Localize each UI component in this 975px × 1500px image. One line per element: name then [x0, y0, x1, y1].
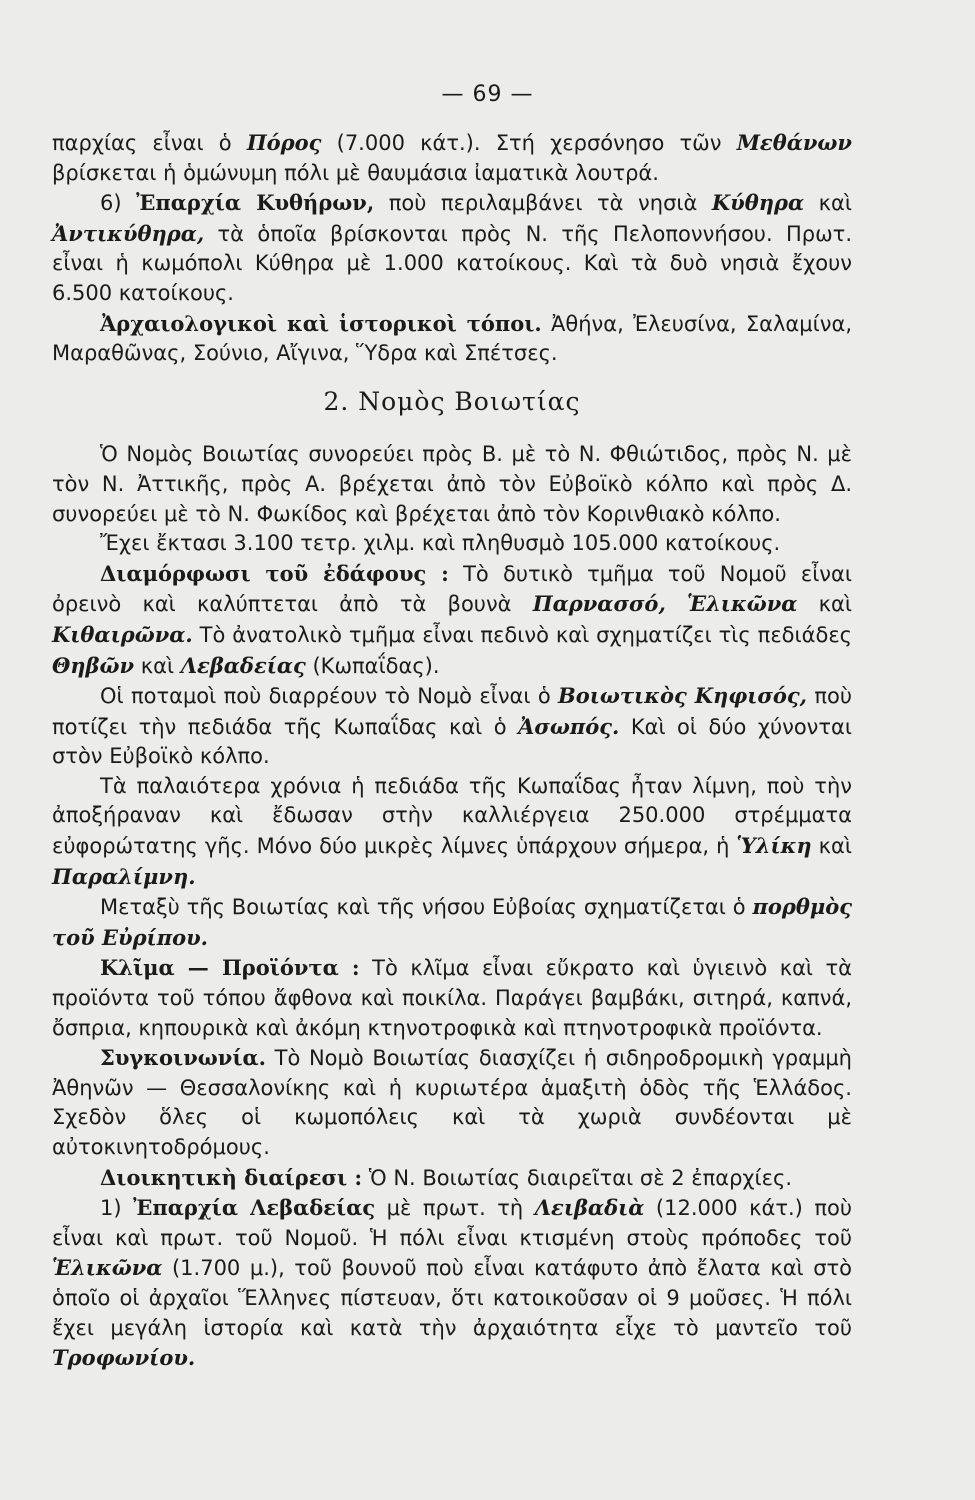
- text-run: Οἱ ποταμοὶ ποὺ διαρρέουν τὸ Νομὸ εἶναι ὁ: [100, 684, 559, 709]
- inline-heading: Συγκοινωνία.: [100, 1045, 266, 1071]
- paragraph-euripus: [52, 892, 852, 953]
- place-name: Παραλίμνη.: [52, 863, 196, 889]
- place-name: Ἀντικύθηρα,: [52, 220, 205, 246]
- text-run: Ἀθήνα, Ἐλευσίνα, Σαλαμίνα, Μαραθῶνας, Σούνιο, Αἴγινα, Ὕδρα καὶ Σπέτσες.: [52, 311, 852, 366]
- text-run: 6): [100, 191, 137, 216]
- paragraph-administration: [52, 1163, 852, 1194]
- text-run: Τὸ Νομὸ Βοιωτίας διασχίζει ἡ σιδηροδρομικὴ γραμμὴ Ἀθηνῶν — Θεσσαλονίκης καὶ ἡ κυριωτέρα ἁμαξιτὴ ὁδὸς τῆς Ἑλλάδος. Σχεδὸν ὅλες οἱ κωμοπόλεις καὶ τὰ χωριὰ συνδέονται μὲ αὐτοκινητοδρόμους.: [52, 1046, 852, 1159]
- section-title: 2. Νομὸς Βοιωτίας: [323, 386, 581, 416]
- paragraph-borders: [52, 440, 852, 529]
- place-name: πορθμὸς τοῦ Εὐρίπου.: [52, 894, 852, 950]
- body-text: [52, 128, 852, 1374]
- place-name: Ὑλίκη: [736, 833, 812, 859]
- text-run: καὶ: [797, 592, 852, 617]
- inline-heading: Κλῖμα — Προϊόντα :: [100, 955, 360, 981]
- paragraph-rivers: [52, 681, 852, 772]
- place-name: Κύθηρα: [711, 190, 805, 216]
- place-name: Ἑλικῶνα: [52, 1255, 163, 1281]
- paragraph-terrain: [52, 559, 852, 681]
- text-run: Μεταξὺ τῆς Βοιωτίας καὶ τῆς νήσου Εὐβοίας σχηματίζεται ὁ: [100, 895, 753, 920]
- text-run: Ὁ Νομὸς Βοιωτίας συνορεύει πρὸς Β. μὲ τὸ Ν. Φθιώτιδος, πρὸς Ν. μὲ τὸν Ν. Ἀττικῆς, πρὸς Α. βρέχεται ἀπὸ τὸν Εὐβοϊκὸ κόλπο καὶ πρὸς Δ. συνορεύει μὲ τὸ Ν. Φωκίδος καὶ βρέχεται ἀπὸ τὸν Κορινθιακὸ κόλπο.: [52, 442, 852, 526]
- text-run: Τὸ δυτικὸ τμῆμα τοῦ Νομοῦ εἶναι ὀρεινὸ καὶ καλύπτεται ἀπὸ τὰ βουνὰ: [52, 561, 852, 617]
- paragraph-poros: [52, 128, 852, 188]
- inline-heading: Διαμόρφωσι τοῦ ἐδάφους :: [100, 560, 449, 586]
- place-name: Πόρος: [246, 130, 322, 155]
- text-run: καὶ: [811, 834, 852, 859]
- text-run: [666, 592, 687, 616]
- text-run: παρχίας εἶναι ὁ: [52, 131, 247, 155]
- inline-heading: Ἀρχαιολογικοὶ καὶ ἱστορικοὶ τόποι.: [100, 310, 542, 336]
- place-name: Τροφωνίου.: [52, 1345, 196, 1371]
- inline-heading: Ἐπαρχία Κυθήρων,: [136, 190, 375, 216]
- place-name: Παρνασσό,: [532, 591, 666, 617]
- place-name: Ἑλικῶνα: [686, 591, 798, 617]
- paragraph-climate: [52, 953, 852, 1043]
- text-run: (7.000 κάτ.). Στή χερσόνησο τῶν: [321, 131, 737, 155]
- text-run: καὶ: [804, 191, 853, 216]
- text-run: (12.000 κάτ.) ποὺ εἶναι καὶ πρωτ. τοῦ Νομοῦ. Ἡ πόλι εἶναι κτισμένη στοὺς πρόποδες τοῦ: [52, 1196, 852, 1250]
- text-run: Ὁ Ν. Βοιωτίας διαιρεῖται σὲ 2 ἐπαρχίες.: [362, 1165, 793, 1190]
- paragraph-transport: [52, 1043, 852, 1162]
- place-name: Λειβαδιὰ: [534, 1195, 645, 1221]
- paragraph-kythera: [52, 188, 852, 308]
- text-run: ποὺ ποτίζει τὴν πεδιάδα τῆς Κωπαΐδας καὶ ὁ: [52, 684, 852, 739]
- text-run: (Κωπαΐδας).: [305, 653, 440, 678]
- text-run: Τὰ παλαιότερα χρόνια ἡ πεδιάδα τῆς Κωπαΐδας ἦταν λίμνη, ποὺ τὴν ἀποξήραναν καὶ ἔδωσαν στὴν καλλιέργεια 250.000 στρέμματα εὐφορώτατης γῆς. Μόνο δύο μικρὲς λίμνες ὑπάρχουν σήμερα, ἡ: [52, 773, 852, 859]
- text-run: Ἔχει ἔκτασι 3.100 τετρ. χιλμ. καὶ πληθυσμὸ 105.000 κατοίκους.: [100, 531, 781, 556]
- text-run: βρίσκεται ἡ ὁμώνυμη πόλι μὲ θαυμάσια ἰαματικὰ λουτρά.: [52, 160, 659, 185]
- paragraph-livadeia: [52, 1193, 852, 1374]
- place-name: Θηβῶν: [52, 652, 135, 678]
- text-run: καὶ: [134, 653, 181, 678]
- place-name: Λεβαδείας: [180, 652, 306, 678]
- text-run: (1.700 μ.), τοῦ βουνοῦ ποὺ εἶναι κατάφυτο ἀπὸ ἔλατα καὶ στὸ ὁποῖο οἱ ἀρχαῖοι Ἕλληνες πίστευαν, ὅτι κατοικοῦσαν οἱ 9 μοῦσες. Ἡ πόλι ἔχει μεγάλη ἱστορία καὶ κατὰ τὴν ἀρχαιότητα εἶχε τὸ μαντεῖο τοῦ: [52, 1256, 852, 1340]
- place-name: Βοιωτικὸς Κηφισός,: [558, 683, 807, 709]
- paragraph-historic-sites: [52, 309, 852, 369]
- place-name: Μεθάνων: [736, 130, 853, 155]
- place-name: Ἀσωπός.: [518, 713, 620, 739]
- paragraph-kopais: [52, 772, 852, 892]
- text-run: 1): [100, 1196, 134, 1221]
- text-run: Τὸ ἀνατολικὸ τμῆμα εἶναι πεδινὸ καὶ σχηματίζει τὶς πεδιάδες: [192, 622, 852, 647]
- text-run: ποὺ περιλαμβάνει τὰ νησιὰ: [374, 191, 712, 216]
- paragraph-area: [52, 529, 852, 559]
- inline-heading: Ἐπαρχία Λεβαδείας: [133, 1195, 376, 1221]
- page-number: — 69 —: [441, 82, 534, 107]
- inline-heading: Διοικητικὴ διαίρεσι :: [100, 1164, 363, 1190]
- text-run: Καὶ οἱ δύο χύνονται στὸν Εὐβοϊκὸ κόλπο.: [52, 714, 853, 769]
- text-run: Τὸ κλῖμα εἶναι εὔκρατο καὶ ὑγιεινὸ καὶ τὰ προϊόντα τοῦ τόπου ἄφθονα καὶ ποικίλα. Παράγει βαμβάκι, σιτηρά, καπνά, ὄσπρια, κηπουρικὰ καὶ ἀκόμη κτηνοτροφικὰ καὶ πτηνοτροφικὰ προϊόντα.: [52, 956, 853, 1040]
- text-run: μὲ πρωτ. τὴ: [375, 1196, 535, 1221]
- text-run: τὰ ὁποῖα βρίσκονται πρὸς Ν. τῆς Πελοποννήσου. Πρωτ. εἶναι ἡ κωμόπολι Κύθηρα μὲ 1.000 κατοίκους. Καὶ τὰ δυὸ νησιὰ ἔχουν 6.500 κατοίκους.: [52, 221, 852, 305]
- place-name: Κιθαιρῶνα.: [52, 621, 193, 647]
